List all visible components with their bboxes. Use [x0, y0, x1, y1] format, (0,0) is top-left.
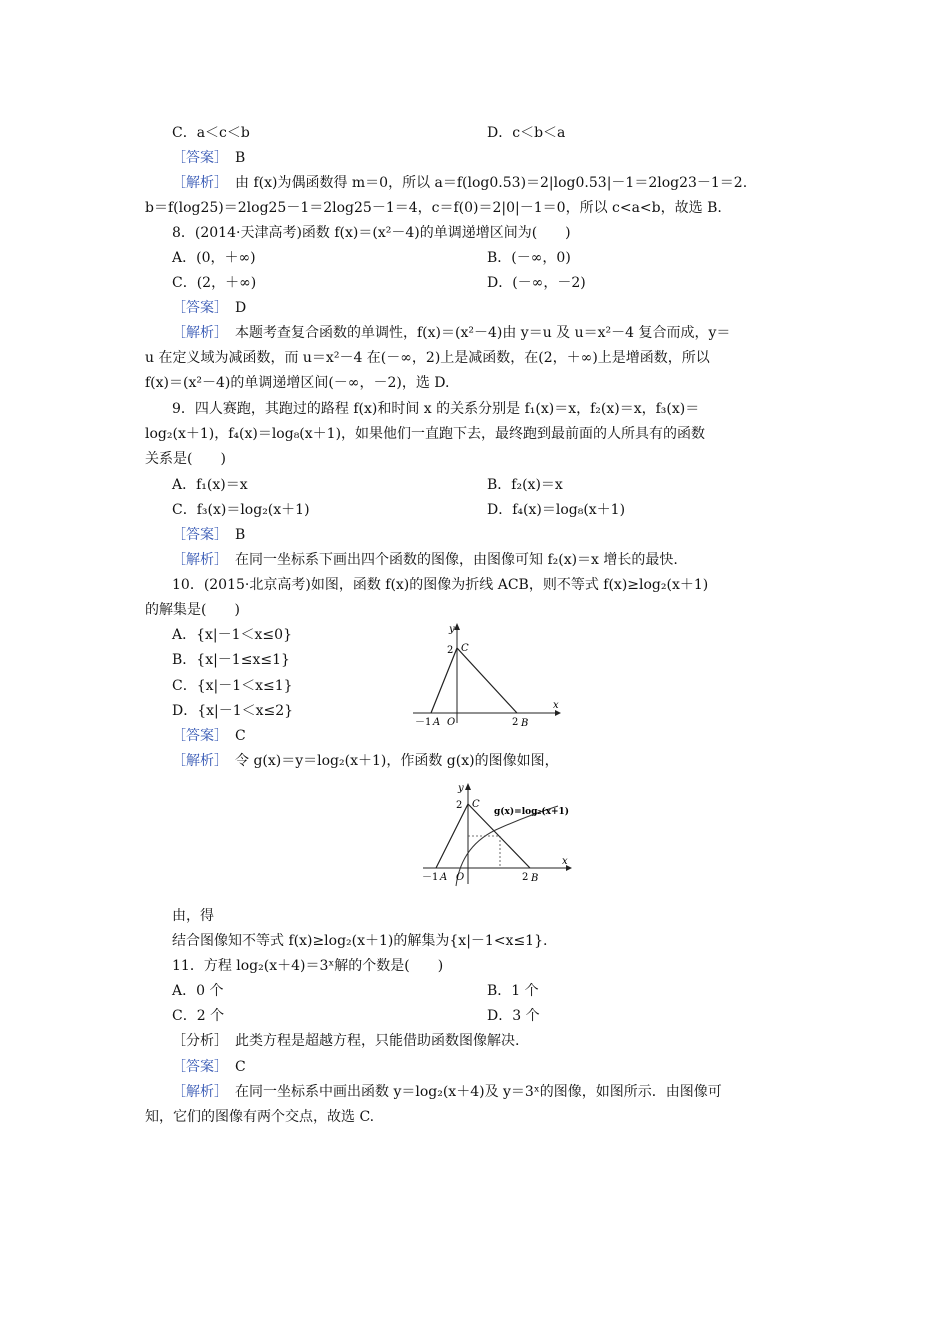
figure-polyline-acb — [405, 618, 565, 730]
answer-value: C — [235, 1059, 246, 1075]
q8-explanation-line1 — [172, 324, 730, 342]
origin-label: O — [456, 872, 465, 883]
q10-option-b: B．{x|－1≤x≤1} — [172, 652, 290, 668]
explanation-tag: ［解析］ — [172, 325, 221, 341]
q9-option-c: C．f₃(x)＝log₂(x＋1) — [172, 502, 310, 518]
q8-option-c: C．(2，＋∞) — [172, 275, 257, 291]
explanation-tag: ［解析］ — [172, 175, 221, 191]
q9-stem-line3: 关系是( ) — [145, 451, 226, 467]
q11-option-b: B．1 个 — [487, 983, 539, 999]
q8-option-b: B．(－∞，0) — [487, 250, 571, 266]
y-axis-arrow — [454, 623, 460, 630]
q11-analysis: ［分析］ 此类方程是超越方程，只能借助函数图像解决. — [172, 1033, 520, 1049]
q11-option-d: D．3 个 — [487, 1008, 540, 1024]
figure-g-log-graph — [418, 776, 578, 891]
answer-value: D — [235, 300, 247, 316]
answer-tag: ［答案］ — [172, 150, 221, 166]
q11-stem: 11．方程 log₂(x＋4)＝3ˣ解的个数是( ) — [172, 958, 444, 974]
q8-explanation-line2: u 在定义域为减函数，而 u＝x²－4 在(－∞，2)上是减函数，在(2，＋∞)上是增函数，所以 — [145, 350, 710, 366]
polyline-acb — [431, 648, 517, 713]
y-label: y — [449, 624, 455, 635]
explanation-text: 本题考查复合函数的单调性，f(x)＝(x²－4)由 y＝u 及 u＝x²－4 复合而成，y＝ — [235, 325, 731, 341]
q10-option-d: D．{x|－1＜x≤2} — [172, 703, 294, 719]
q8-answer — [172, 299, 246, 317]
q7-explanation-line2: b＝f(log25)＝2log25－1＝2log25－1＝4，c＝f(0)＝2|0|－1＝0，所以 c<a<b，故选 B. — [145, 200, 722, 216]
q11-option-a: A．0 个 — [172, 983, 224, 999]
q9-stem-line1: 9．四人赛跑，其跑过的路程 f(x)和时间 x 的关系分别是 f₁(x)＝x，f₂(x)＝x，f₃(x)＝ — [172, 401, 700, 417]
tick-2-x: 2 — [522, 872, 529, 883]
x-label: x — [562, 856, 568, 867]
answer-tag: ［答案］ — [172, 300, 221, 316]
point-c-label: C — [461, 643, 469, 654]
q9-answer — [172, 526, 245, 544]
q11-explanation-line2: 知，它们的图像有两个交点，故选 C. — [145, 1109, 375, 1125]
q10-option-a: A．{x|－1＜x≤0} — [172, 627, 292, 643]
q10-stem-line1: 10．(2015·北京高考)如图，函数 f(x)的图像为折线 ACB，则不等式 f(x)≥log₂(x＋1) — [172, 577, 709, 593]
answer-tag: ［答案］ — [172, 1059, 221, 1075]
g-log-curve — [456, 806, 558, 886]
q11-option-c: C．2 个 — [172, 1008, 225, 1024]
tick-2-y: 2 — [456, 800, 463, 811]
y-axis-arrow — [465, 783, 471, 790]
explanation-tag: ［解析］ — [172, 1084, 221, 1100]
tick-2-x: 2 — [512, 717, 519, 728]
tick-neg1: －1 — [415, 717, 432, 728]
explanation-tag: ［解析］ — [172, 753, 221, 769]
q9-explanation — [172, 551, 678, 569]
explanation-text: 在同一坐标系中画出函数 y＝log₂(x＋4)及 y＝3ˣ的图像，如图所示．由图像可 — [235, 1084, 722, 1100]
q10-answer — [172, 727, 246, 745]
origin-label: O — [447, 717, 456, 728]
q11-answer — [172, 1058, 246, 1076]
explanation-text: 由 f(x)为偶函数得 m＝0，所以 a＝f(log0.53)＝2|log0.53|－1＝2log23－1＝2. — [235, 175, 748, 191]
answer-tag: ［答案］ — [172, 527, 221, 543]
tick-neg1: －1 — [422, 872, 439, 883]
q8-option-d: D．(－∞，－2) — [487, 275, 586, 291]
q10-stem-line2: 的解集是( ) — [145, 602, 240, 618]
q7-option-d: D．c＜b＜a — [487, 125, 566, 141]
explanation-text: 令 g(x)＝y＝log₂(x＋1)，作函数 g(x)的图像如图， — [235, 753, 559, 769]
g-function-label: g(x)=log₂(x+1) — [494, 807, 570, 817]
q10-option-c: C．{x|－1＜x≤1} — [172, 678, 293, 694]
x-label: x — [553, 700, 559, 711]
q9-stem-line2: log₂(x＋1)，f₄(x)＝log₈(x＋1)，如果他们一直跑下去，最终跑到最前面的人所具有的函数 — [145, 426, 706, 442]
q10-explanation-line3: 结合图像知不等式 f(x)≥log₂(x＋1)的解集为{x|－1<x≤1}. — [172, 933, 548, 949]
explanation-text: 在同一坐标系下画出四个函数的图像，由图像可知 f₂(x)＝x 增长的最快. — [235, 552, 678, 568]
point-b-label: B — [521, 718, 529, 729]
q10-explanation-line2: 由，得 — [172, 908, 214, 924]
explanation-tag: ［解析］ — [172, 552, 221, 568]
q8-stem: 8．(2014·天津高考)函数 f(x)＝(x²－4)的单调递增区间为( ) — [172, 225, 571, 241]
point-c-label: C — [472, 799, 480, 810]
q9-option-a: A．f₁(x)＝x — [172, 477, 248, 493]
q8-option-a: A．(0，＋∞) — [172, 250, 256, 266]
q7-option-c: C．a＜c＜b — [172, 125, 250, 141]
q7-explanation-line1 — [172, 174, 747, 192]
answer-value: B — [235, 527, 246, 543]
answer-tag: ［答案］ — [172, 728, 221, 744]
tick-2-y: 2 — [447, 645, 454, 656]
q9-option-d: D．f₄(x)＝log₈(x＋1) — [487, 502, 626, 518]
q7-answer — [172, 149, 245, 167]
q10-explanation-line1 — [172, 752, 559, 770]
answer-value: C — [235, 728, 246, 744]
answer-value: B — [235, 150, 246, 166]
point-a-label: A — [433, 717, 441, 728]
point-b-label: B — [531, 873, 539, 884]
intersection-dashes — [468, 836, 500, 868]
q8-explanation-line3: f(x)＝(x²－4)的单调递增区间(－∞，－2)，选 D. — [145, 375, 450, 391]
q11-explanation-line1 — [172, 1083, 722, 1101]
point-a-label: A — [440, 872, 448, 883]
y-label: y — [458, 783, 464, 794]
q9-option-b: B．f₂(x)＝x — [487, 477, 563, 493]
